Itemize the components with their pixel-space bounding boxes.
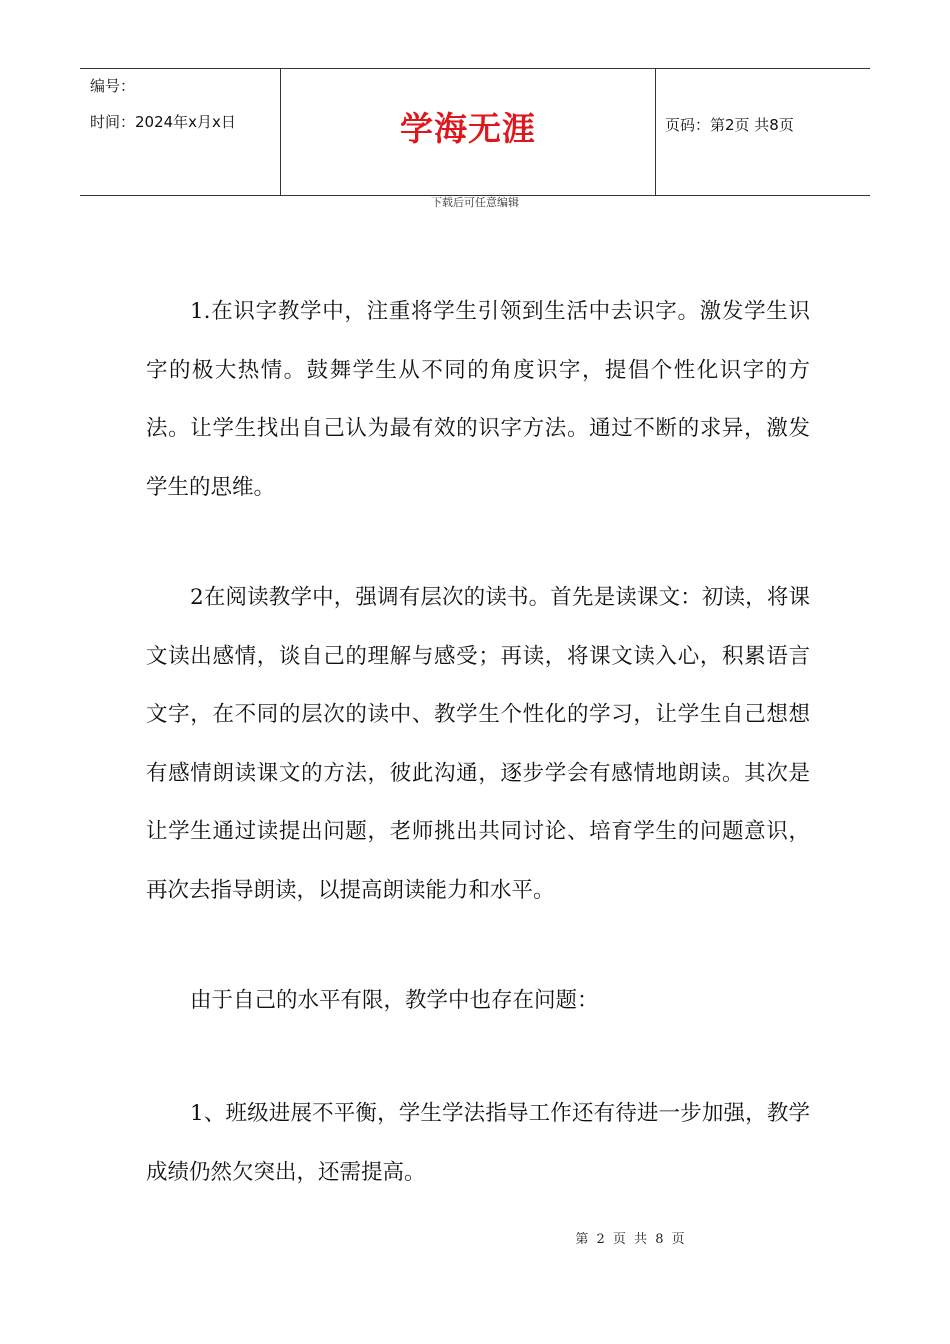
time-label: 时间：2024年x月x日 (90, 113, 236, 131)
paragraph-2: 2在阅读教学中，强调有层次的读书。首先是读课文：初读，将课文读出感情，谈自己的理解与感受；再读，将课文读入心，积累语言文字，在不同的层次的读中、教学生个性化的学习，让学生自己想想有感情朗读课文的方法，彼此沟通，逐步学会有感情地朗读。其次是让学生通过读提出问题，老师挑出共同讨论、培育学生的问题意识，再次去指导朗读，以提高朗读能力和水平。 (146, 585, 810, 903)
paragraph-4: 1、班级进展不平衡，学生学法指导工作还有待进一步加强，教学成绩仍然欠突出，还需提高。 (146, 1101, 810, 1185)
edit-note: 下载后可任意编辑 (431, 196, 519, 209)
number-label: 编号： (90, 77, 136, 95)
page-footer: 第 2 页 共 8 页 (575, 1232, 687, 1247)
header-mid-cell (280, 69, 656, 195)
header-left-cell (80, 69, 280, 195)
brand-title: 学海无涯 (400, 109, 536, 148)
page-info: 页码：第2页 共8页 (665, 116, 794, 134)
paragraph-1: 1.在识字教学中，注重将学生引领到生活中去识字。激发学生识字的极大热情。鼓舞学生从不同的角度识字，提倡个性化识字的方法。让学生找出自己认为最有效的识字方法。通过不断的求异，激发学生的思维。 (146, 299, 810, 500)
header-table (80, 68, 870, 196)
header-right-cell (655, 69, 870, 195)
paragraph-3: 由于自己的水平有限，教学中也存在问题： (190, 988, 599, 1013)
